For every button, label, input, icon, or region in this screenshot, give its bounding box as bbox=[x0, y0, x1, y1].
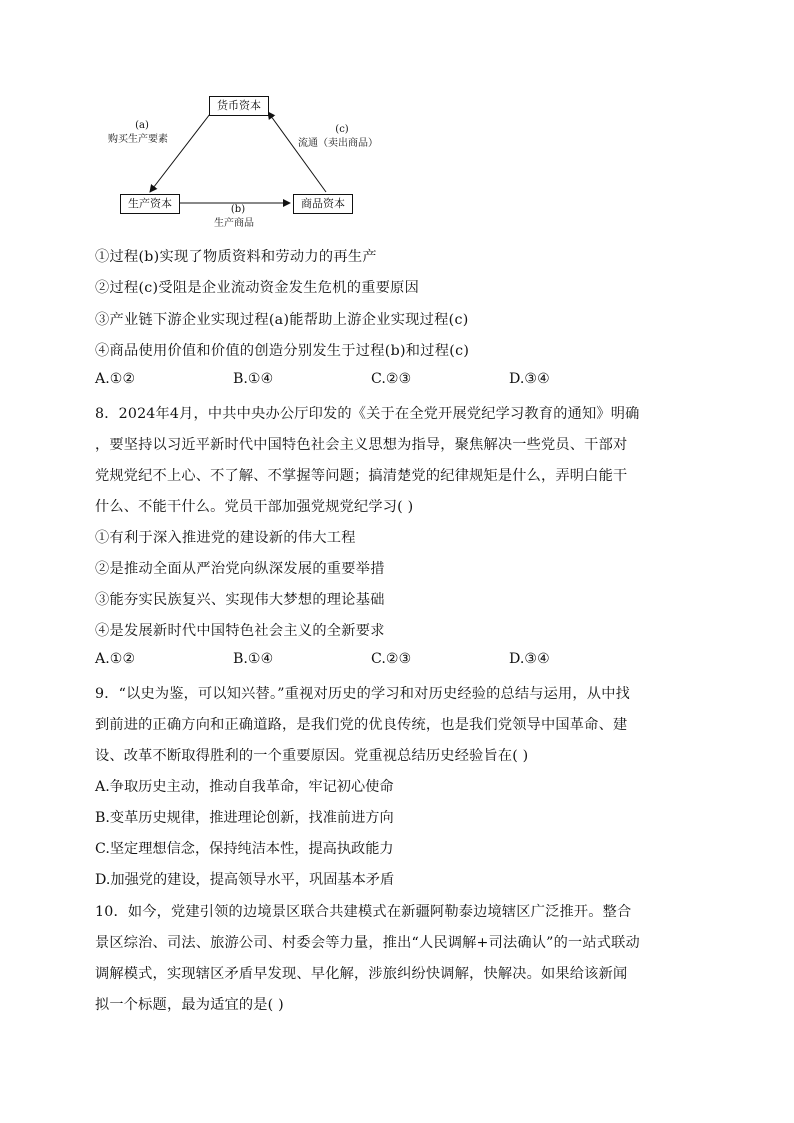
node-money-capital: 货币资本 bbox=[209, 96, 269, 116]
q9-option-d[interactable]: D.加强党的建设，提高领导水平，巩固基本矛盾 bbox=[95, 872, 395, 888]
q8-statement-2: ②是推动全面从严治党向纵深发展的重要举措 bbox=[95, 561, 385, 577]
q7-option-a[interactable]: A.①② bbox=[95, 371, 136, 387]
q8-option-a[interactable]: A.①② bbox=[95, 651, 136, 667]
q9-option-b[interactable]: B.变革历史规律，推进理论创新，找准前进方向 bbox=[95, 810, 394, 826]
q7-statement-1: ①过程(b)实现了物质资料和劳动力的再生产 bbox=[95, 249, 377, 265]
q8-stem-line-2: ，要坚持以习近平新时代中国特色社会主义思想为指导，聚焦解决一些党员、干部对 bbox=[95, 437, 628, 453]
arrow-c bbox=[268, 112, 326, 192]
q10-stem-line-3: 调解模式，实现辖区矛盾早发现、早化解，涉旅纠纷快调解，快解决。如果给该新闻 bbox=[95, 966, 628, 982]
q10-stem-line-2: 景区综治、司法、旅游公司、村委会等力量，推出“人民调解+司法确认”的一站式联动 bbox=[95, 935, 640, 951]
q8-option-d[interactable]: D.③④ bbox=[509, 651, 550, 667]
label-b-text: 生产商品 bbox=[214, 218, 254, 229]
q7-statement-2: ②过程(c)受阻是企业流动资金发生危机的重要原因 bbox=[95, 280, 420, 296]
q7-option-b[interactable]: B.①④ bbox=[233, 371, 274, 387]
q8-statement-3: ③能夯实民族复兴、实现伟大梦想的理论基础 bbox=[95, 592, 385, 608]
node-production-capital: 生产资本 bbox=[120, 194, 180, 214]
q7-statement-3: ③产业链下游企业实现过程(a)能帮助上游企业实现过程(c) bbox=[95, 312, 469, 328]
q8-statement-1: ①有利于深入推进党的建设新的伟大工程 bbox=[95, 530, 356, 546]
q8-stem-line-1: 8．2024年4月，中共中央办公厅印发的《关于在全党开展党纪学习教育的通知》明确 bbox=[95, 406, 640, 422]
capital-circulation-diagram bbox=[108, 88, 398, 230]
q7-option-c[interactable]: C.②③ bbox=[371, 371, 412, 387]
q9-stem-line-1: 9．“以史为鉴，可以知兴替。”重视对历史的学习和对历史经验的总结与运用，从中找 bbox=[95, 686, 630, 702]
q9-stem-line-2: 到前进的正确方向和正确道路，是我们党的优良传统，也是我们党领导中国革命、建 bbox=[95, 717, 628, 733]
q8-stem-line-3: 党规党纪不上心、不了解、不掌握等问题；搞清楚党的纪律规矩是什么，弄明白能干 bbox=[95, 468, 628, 484]
q8-statement-4: ④是发展新时代中国特色社会主义的全新要求 bbox=[95, 623, 385, 639]
q9-option-a[interactable]: A.争取历史主动，推动自我革命，牢记初心使命 bbox=[95, 779, 394, 795]
q10-stem-line-4: 拟一个标题，最为适宜的是( ) bbox=[95, 997, 284, 1013]
q8-option-c[interactable]: C.②③ bbox=[371, 651, 412, 667]
q10-stem-line-1: 10．如今，党建引领的边境景区联合共建模式在新疆阿勒泰边境辖区广泛推开。整合 bbox=[95, 904, 632, 920]
q7-statement-4: ④商品使用价值和价值的创造分别发生于过程(b)和过程(c) bbox=[95, 343, 470, 359]
label-b-tag: (b) bbox=[230, 204, 246, 215]
label-c-text: 流通（卖出商品） bbox=[298, 138, 378, 149]
arrow-a bbox=[150, 114, 210, 192]
label-c-tag: (c) bbox=[335, 124, 349, 135]
q8-stem-line-4: 什么、不能干什么。党员干部加强党规党纪学习( ) bbox=[95, 499, 414, 515]
label-a-tag: (a) bbox=[135, 120, 149, 131]
q9-option-c[interactable]: C.坚定理想信念，保持纯洁本性，提高执政能力 bbox=[95, 841, 394, 857]
q7-option-d[interactable]: D.③④ bbox=[509, 371, 550, 387]
node-commodity-capital: 商品资本 bbox=[293, 194, 353, 214]
label-a-text: 购买生产要素 bbox=[108, 134, 168, 145]
q8-option-b[interactable]: B.①④ bbox=[233, 651, 274, 667]
q9-stem-line-3: 设、改革不断取得胜利的一个重要原因。党重视总结历史经验旨在( ) bbox=[95, 748, 529, 764]
